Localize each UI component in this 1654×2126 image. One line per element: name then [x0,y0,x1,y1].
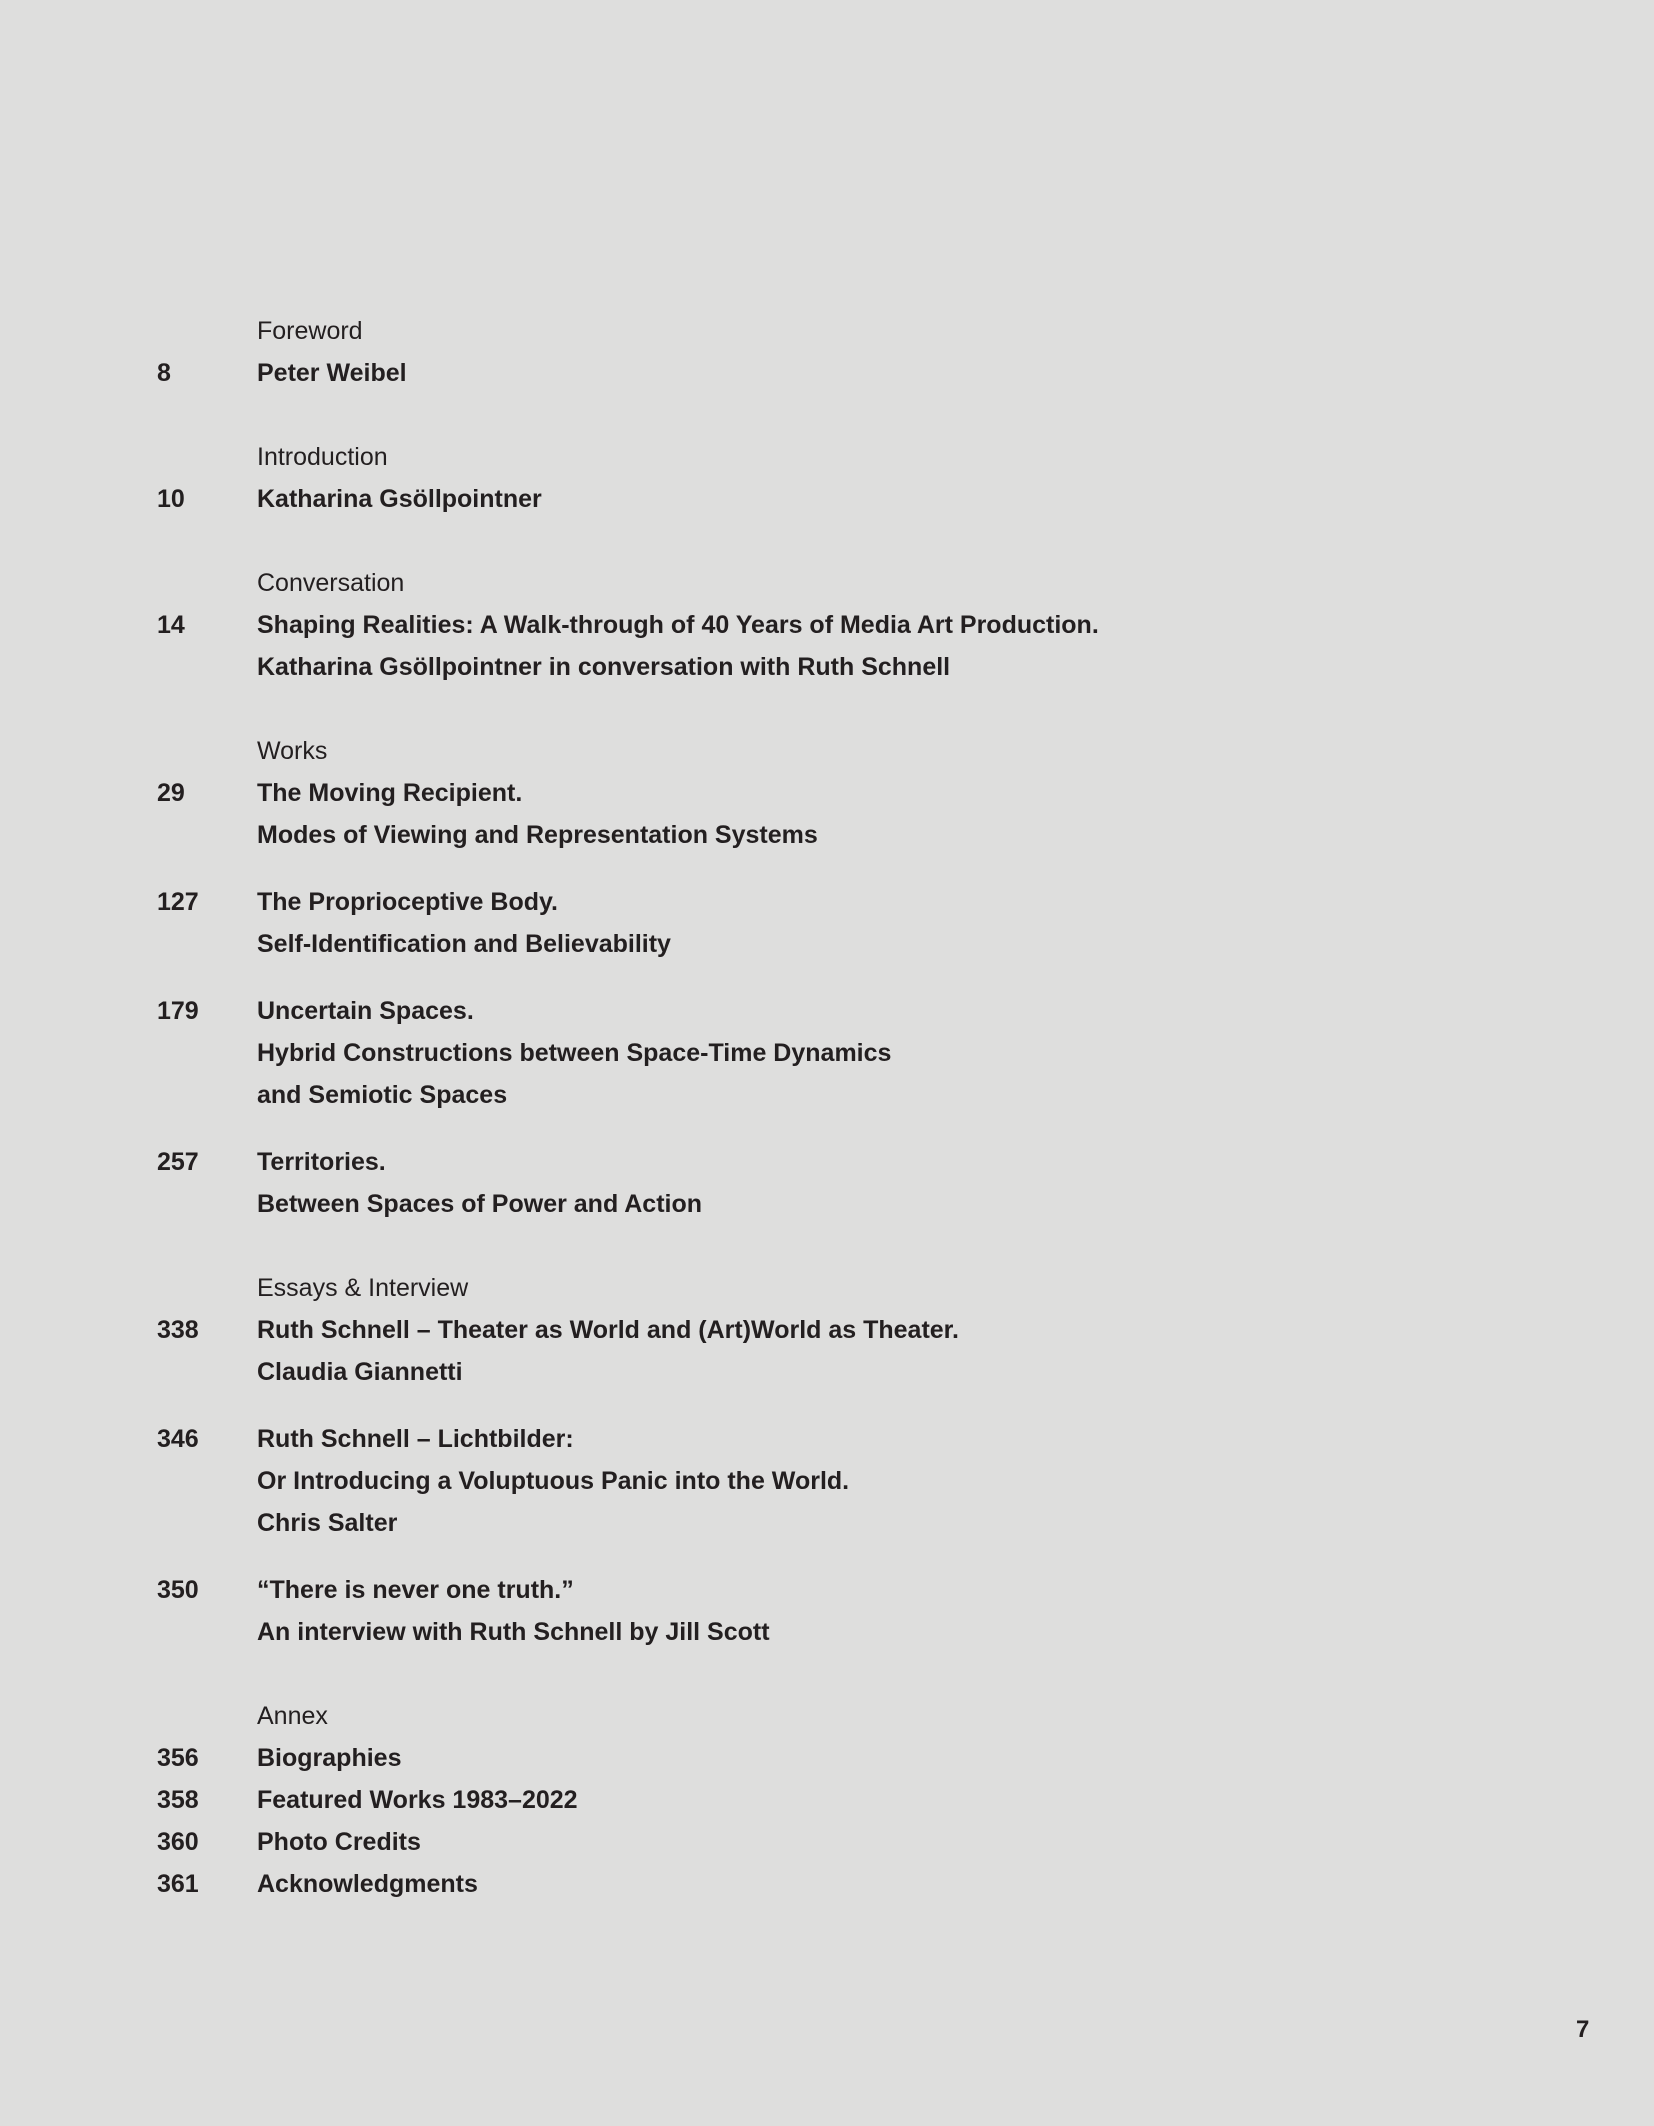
entry-title: Featured Works 1983–2022 [257,1786,578,1814]
entry-page-number: 361 [157,1870,199,1898]
table-of-contents [157,310,1457,1905]
toc-entry[interactable] [157,478,1457,520]
entry-title: Uncertain Spaces. [257,997,474,1025]
toc-section-conversation [157,562,1457,688]
toc-entry[interactable] [157,1309,1457,1393]
toc-entry[interactable] [157,1779,1457,1821]
section-heading: Introduction [257,443,388,471]
entry-page-number: 358 [157,1786,199,1814]
toc-section-works [157,730,1457,1225]
page-number: 7 [1576,2016,1590,2043]
entry-title: Shaping Realities: A Walk-through of 40 Years of Media Art Production. [257,611,1099,639]
entry-page-number: 10 [157,485,185,513]
entry-title: Ruth Schnell – Theater as World and (Art)World as Theater. [257,1316,959,1344]
toc-entry[interactable] [157,1569,1457,1653]
entry-page-number: 8 [157,359,171,387]
section-heading: Essays & Interview [257,1274,469,1302]
entry-subtitle: An interview with Ruth Schnell by Jill Scott [257,1618,770,1646]
entry-page-number: 14 [157,611,185,639]
entry-author: Chris Salter [257,1509,398,1537]
section-heading: Foreword [257,317,363,345]
section-heading: Works [257,737,328,765]
entry-page-number: 356 [157,1744,199,1772]
entry-author: Claudia Giannetti [257,1358,463,1386]
entry-title: The Moving Recipient. [257,779,523,807]
toc-entry[interactable] [157,881,1457,965]
entry-subtitle: Or Introducing a Voluptuous Panic into the World. [257,1467,850,1495]
entry-title: The Proprioceptive Body. [257,888,558,916]
entry-title: Biographies [257,1744,402,1772]
entry-page-number: 179 [157,997,199,1025]
entry-title: Acknowledgments [257,1870,478,1898]
toc-section-essays-interview [157,1267,1457,1653]
toc-entry[interactable] [157,772,1457,856]
entry-page-number: 257 [157,1148,199,1176]
entry-title: Katharina Gsöllpointner [257,485,542,513]
entry-page-number: 346 [157,1425,199,1453]
entry-page-number: 360 [157,1828,199,1856]
entry-title: Photo Credits [257,1828,421,1856]
entry-title: “There is never one truth.” [257,1576,574,1604]
toc-entry[interactable] [157,1863,1457,1905]
entry-page-number: 29 [157,779,185,807]
entry-subtitle: Self-Identification and Believability [257,930,671,958]
entry-subtitle: Hybrid Constructions between Space-Time Dynamics [257,1039,892,1067]
entry-page-number: 338 [157,1316,199,1344]
entry-subtitle: Katharina Gsöllpointner in conversation with Ruth Schnell [257,653,951,681]
toc-entry[interactable] [157,1141,1457,1225]
toc-section-annex [157,1695,1457,1905]
entry-subtitle: and Semiotic Spaces [257,1081,508,1109]
toc-entry[interactable] [157,990,1457,1116]
entry-title: Ruth Schnell – Lichtbilder: [257,1425,574,1453]
section-heading: Conversation [257,569,405,597]
entry-page-number: 127 [157,888,199,916]
section-heading: Annex [257,1702,328,1730]
entry-subtitle: Between Spaces of Power and Action [257,1190,703,1218]
toc-entry[interactable] [157,604,1457,688]
entry-title: Territories. [257,1148,386,1176]
toc-entry[interactable] [157,1418,1457,1544]
toc-section-introduction [157,436,1457,520]
toc-entry[interactable] [157,1737,1457,1779]
toc-entry[interactable] [157,352,1457,394]
entry-page-number: 350 [157,1576,199,1604]
toc-section-foreword [157,310,1457,394]
entry-subtitle: Modes of Viewing and Representation Systems [257,821,818,849]
entry-title: Peter Weibel [257,359,407,387]
toc-entry[interactable] [157,1821,1457,1863]
